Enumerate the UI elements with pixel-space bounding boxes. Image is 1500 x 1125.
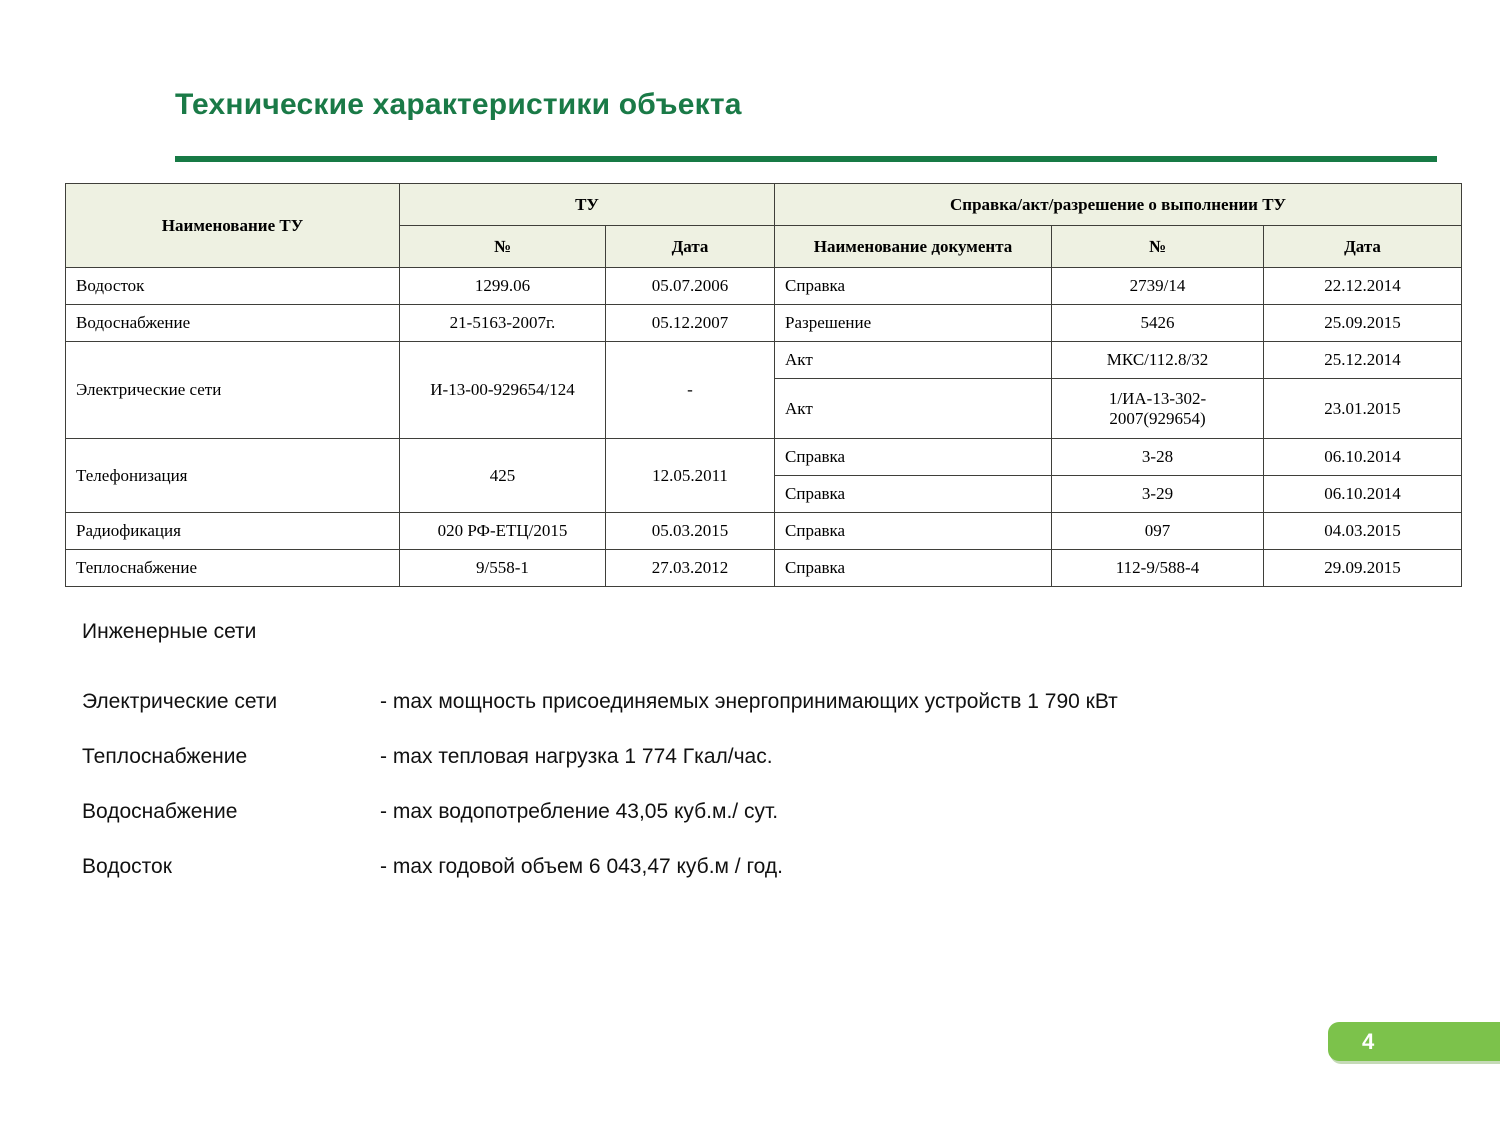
page-title: Технические характеристики объекта	[175, 88, 742, 121]
cell-doc-date: 25.12.2014	[1264, 342, 1462, 379]
col-header-tu-group: ТУ	[400, 184, 775, 226]
cell-doc-name: Акт	[775, 342, 1052, 379]
table-row	[66, 439, 1462, 476]
cell-tu-num: 1299.06	[400, 268, 606, 305]
cell-name: Водосток	[66, 268, 400, 305]
cell-doc-date: 04.03.2015	[1264, 513, 1462, 550]
cell-name: Теплоснабжение	[66, 550, 400, 587]
cell-doc-num: 2739/14	[1052, 268, 1264, 305]
note-row	[82, 690, 1382, 714]
cell-name: Водоснабжение	[66, 305, 400, 342]
cell-name: Телефонизация	[66, 439, 400, 513]
col-header-doc-date: Дата	[1264, 226, 1462, 268]
cell-tu-date: 12.05.2011	[606, 439, 775, 513]
table-row	[66, 513, 1462, 550]
cell-doc-name: Справка	[775, 550, 1052, 587]
table-row	[66, 305, 1462, 342]
cell-doc-date: 25.09.2015	[1264, 305, 1462, 342]
page-number-badge	[1328, 1022, 1500, 1061]
note-label: Теплоснабжение	[82, 745, 248, 768]
col-header-tu-date: Дата	[606, 226, 775, 268]
col-header-tu-num: №	[400, 226, 606, 268]
cell-tu-num: 9/558-1	[400, 550, 606, 587]
cell-name: Радиофикация	[66, 513, 400, 550]
cell-doc-num: МКС/112.8/32	[1052, 342, 1264, 379]
cell-tu-date: 05.03.2015	[606, 513, 775, 550]
note-label: Электрические сети	[82, 690, 278, 713]
cell-doc-num: 5426	[1052, 305, 1264, 342]
table-row	[66, 550, 1462, 587]
cell-tu-date: 27.03.2012	[606, 550, 775, 587]
cell-tu-date: 05.12.2007	[606, 305, 775, 342]
col-header-doc-name: Наименование документа	[775, 226, 1052, 268]
cell-tu-num: 21-5163-2007г.	[400, 305, 606, 342]
cell-tu-num: И-13-00-929654/124	[400, 342, 606, 439]
cell-doc-date: 06.10.2014	[1264, 439, 1462, 476]
note-row	[82, 800, 1382, 824]
note-text: - max тепловая нагрузка 1 774 Гкал/час.	[380, 745, 773, 768]
note-label: Водоснабжение	[82, 800, 238, 823]
title-underline	[175, 156, 1437, 162]
cell-doc-name: Справка	[775, 268, 1052, 305]
table-row	[66, 268, 1462, 305]
col-header-name-tu: Наименование ТУ	[66, 184, 400, 268]
tu-table	[65, 183, 1462, 587]
cell-doc-num: 1/ИА-13-302-2007(929654)	[1052, 379, 1264, 439]
table-row	[66, 342, 1462, 379]
cell-doc-name: Справка	[775, 476, 1052, 513]
cell-name: Электрические сети	[66, 342, 400, 439]
cell-doc-date: 22.12.2014	[1264, 268, 1462, 305]
col-header-doc-num: №	[1052, 226, 1264, 268]
col-header-doc-group: Справка/акт/разрешение о выполнении ТУ	[775, 184, 1462, 226]
page-number: 4	[1362, 1029, 1375, 1054]
cell-tu-num: 020 РФ-ЕТЦ/2015	[400, 513, 606, 550]
cell-doc-num: 112-9/588-4	[1052, 550, 1264, 587]
note-text: - max годовой объем 6 043,47 куб.м / год.	[380, 855, 783, 878]
cell-doc-name: Разрешение	[775, 305, 1052, 342]
note-row	[82, 855, 1382, 879]
notes-heading: Инженерные сети	[82, 620, 257, 643]
cell-doc-num: 3-28	[1052, 439, 1264, 476]
cell-doc-name: Акт	[775, 379, 1052, 439]
note-row	[82, 745, 1382, 769]
note-text: - max водопотребление 43,05 куб.м./ сут.	[380, 800, 779, 823]
note-text: - max мощность присоединяемых энергопринимающих устройств 1 790 кВт	[380, 690, 1118, 713]
cell-doc-date: 06.10.2014	[1264, 476, 1462, 513]
cell-tu-num: 425	[400, 439, 606, 513]
cell-doc-num: 097	[1052, 513, 1264, 550]
cell-doc-name: Справка	[775, 513, 1052, 550]
cell-doc-date: 29.09.2015	[1264, 550, 1462, 587]
cell-tu-date: 05.07.2006	[606, 268, 775, 305]
cell-doc-name: Справка	[775, 439, 1052, 476]
cell-tu-date: -	[606, 342, 775, 439]
cell-doc-num: 3-29	[1052, 476, 1264, 513]
engineering-notes	[82, 620, 1382, 910]
cell-doc-date: 23.01.2015	[1264, 379, 1462, 439]
note-label: Водосток	[82, 855, 172, 878]
